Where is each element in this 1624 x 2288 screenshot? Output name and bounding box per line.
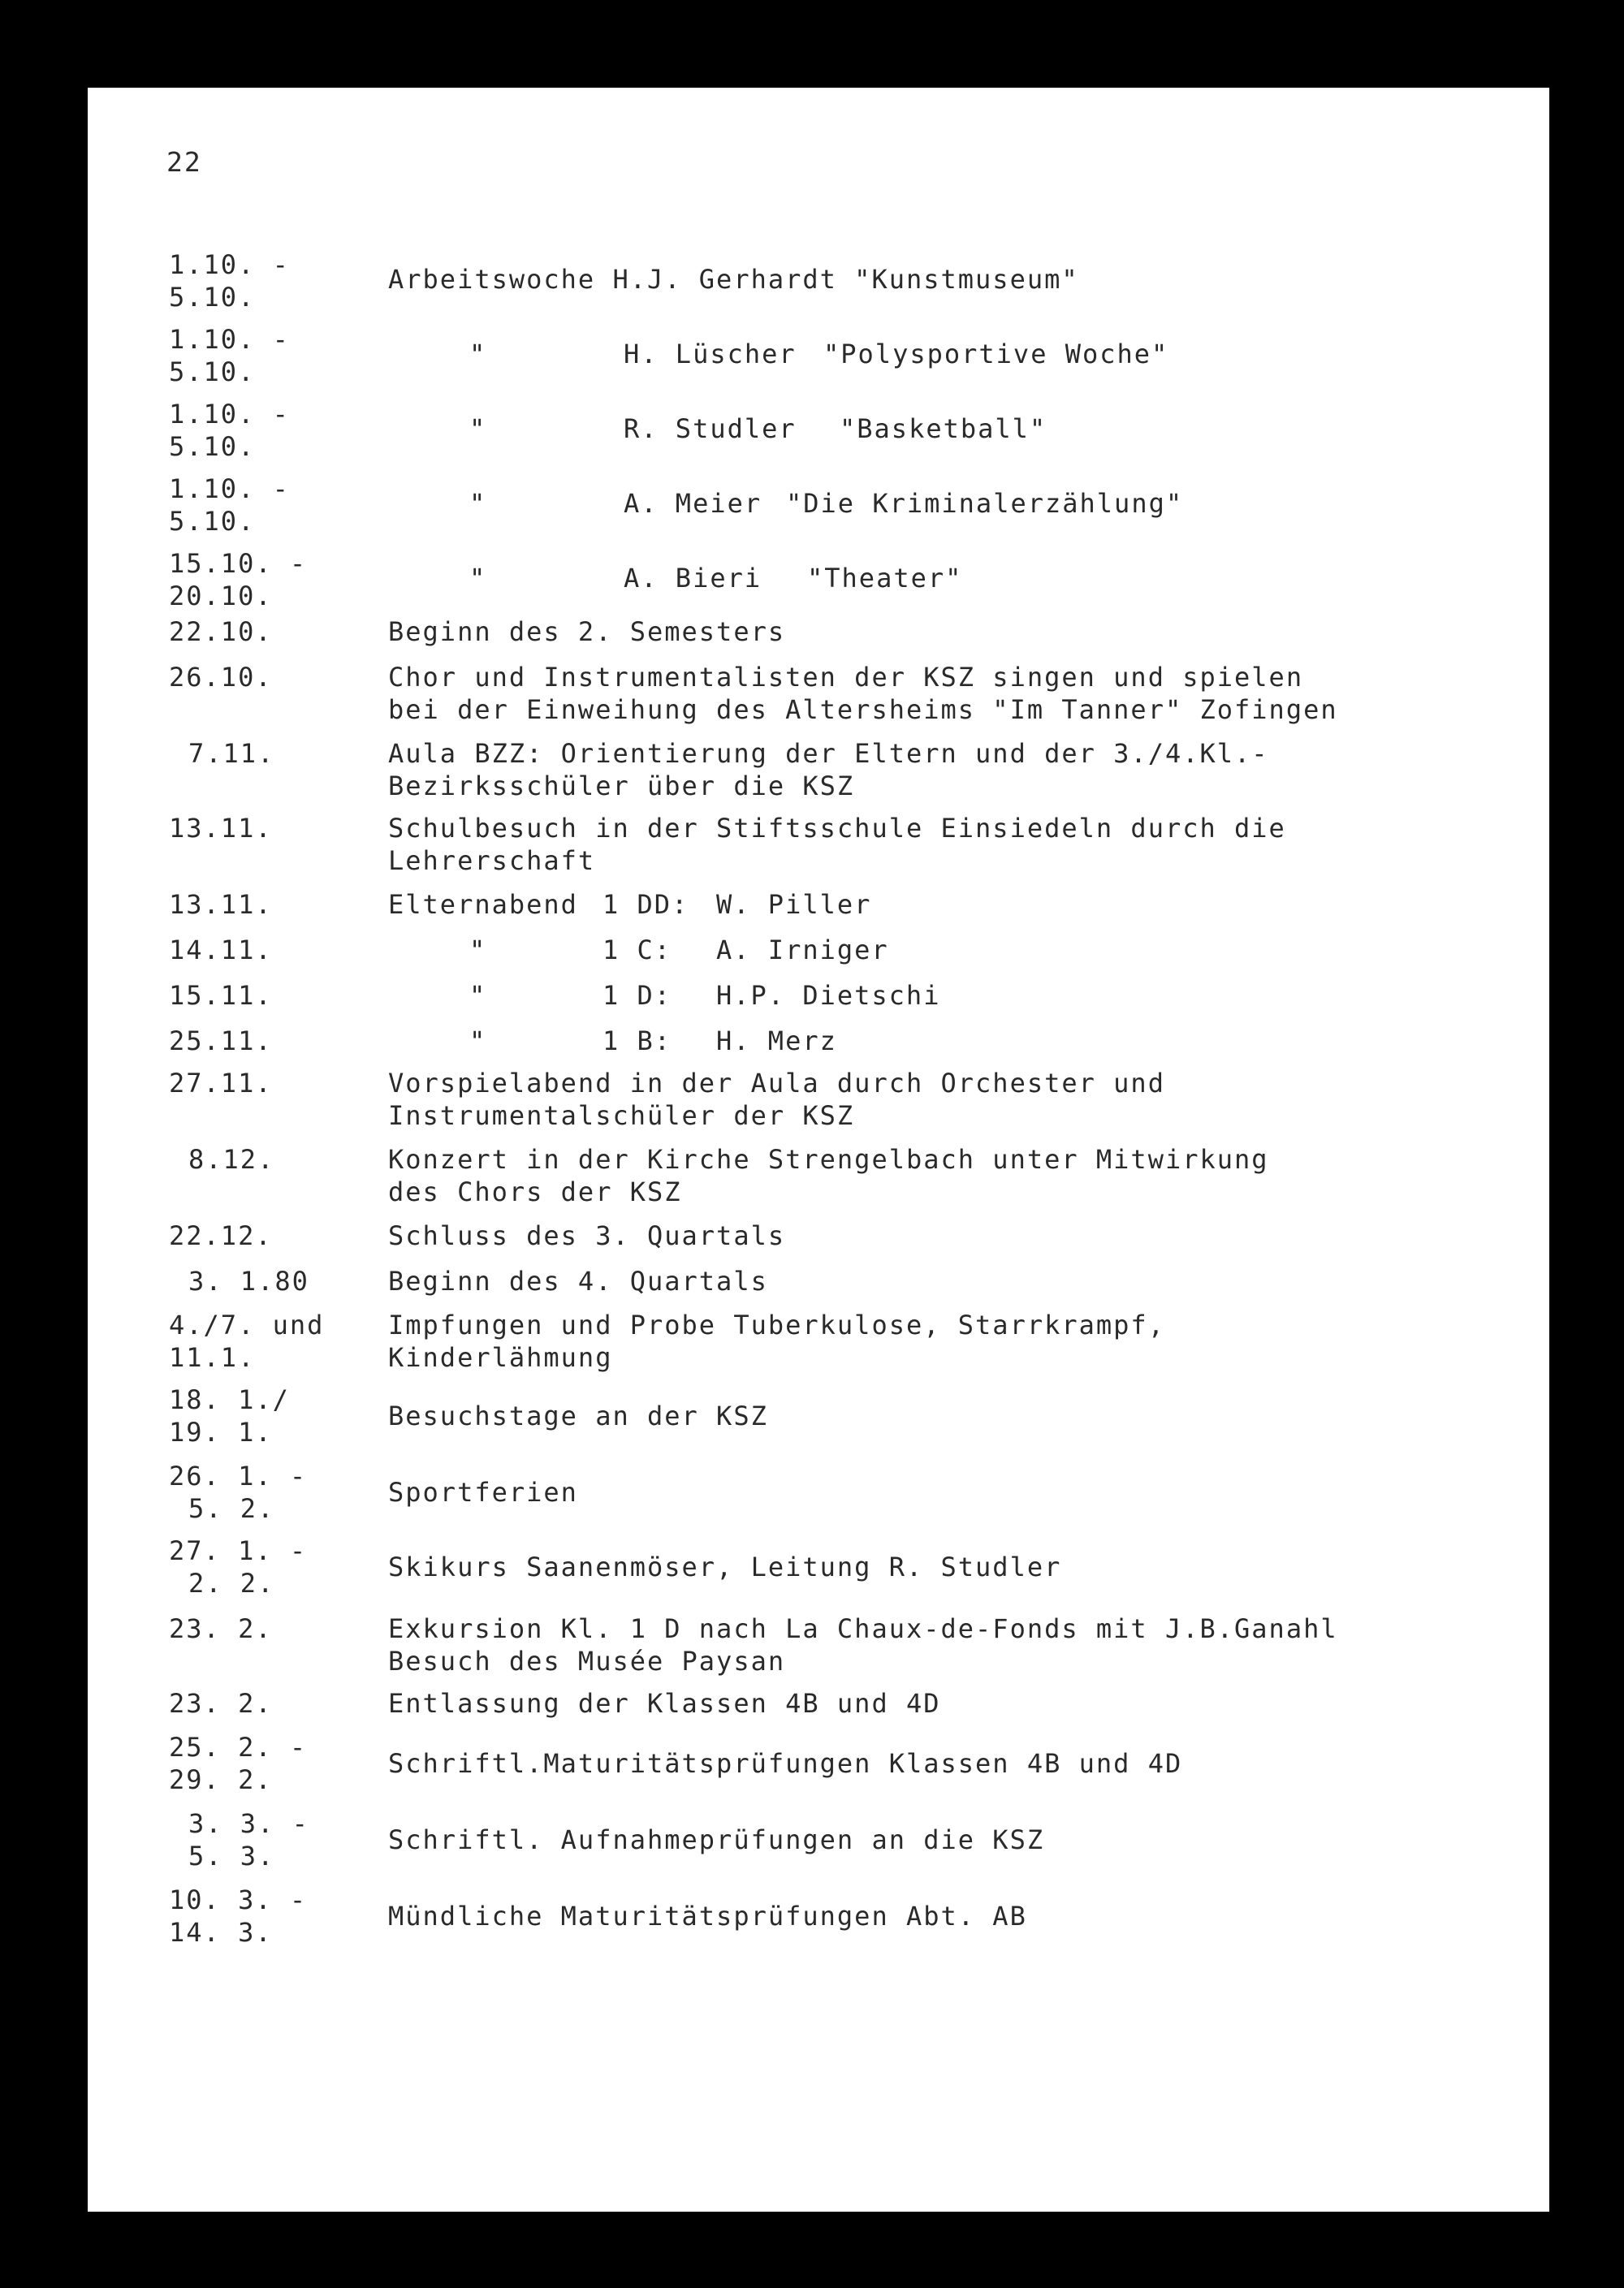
entry-text: Chor und Instrumentalisten der KSZ singen und spielen bei der Einweihung des Altersheims "Im Tanner" Zofingen <box>388 662 1338 725</box>
entry-date: 1.10. - 5.10. <box>169 399 290 462</box>
entry-text: Besuchstage an der KSZ <box>388 1401 768 1431</box>
ditto-mark: " <box>469 935 487 965</box>
entry-class: 1 D: <box>603 980 672 1011</box>
entry-date: 7.11. <box>188 738 275 769</box>
schedule-entry <box>88 615 1549 648</box>
schedule-entry <box>88 661 1549 726</box>
ditto-mark: " <box>469 980 487 1011</box>
entry-date: 14.11. <box>169 935 273 965</box>
schedule-entry <box>88 473 1549 537</box>
schedule-entry <box>88 1612 1549 1677</box>
entry-text: Schriftl.Maturitätsprüfungen Klassen 4B und 4D <box>388 1748 1183 1779</box>
schedule-entry <box>88 1220 1549 1252</box>
entry-date: 10. 3. - 14. 3. <box>169 1884 308 1948</box>
schedule-entry <box>88 547 1549 612</box>
entry-class: 1 B: <box>603 1025 672 1056</box>
schedule-entry <box>88 398 1549 463</box>
entry-date: 13.11. <box>169 889 273 920</box>
ditto-mark: " <box>469 1025 487 1056</box>
entry-text: Mündliche Maturitätsprüfungen Abt. AB <box>388 1901 1027 1932</box>
entry-text: Schriftl. Aufnahmeprüfungen an die KSZ <box>388 1824 1045 1855</box>
ditto-mark: " <box>469 488 487 519</box>
entry-text: Entlassung der Klassen 4B und 4D <box>388 1688 941 1719</box>
entry-teacher: H. Merz <box>716 1025 837 1056</box>
entry-text: Konzert in der Kirche Strengelbach unter Mitwirkung des Chors der KSZ <box>388 1144 1269 1207</box>
schedule-entry <box>88 1067 1549 1132</box>
entry-leader: H. Lüscher <box>624 339 797 369</box>
schedule-entry <box>88 1025 1549 1057</box>
entry-date: 23. 2. <box>169 1688 273 1719</box>
entry-date: 13.11. <box>169 813 273 844</box>
schedule-entry <box>88 323 1549 388</box>
entry-text: Schluss des 3. Quartals <box>388 1220 786 1251</box>
entry-date: 4./7. und 11.1. <box>169 1310 325 1373</box>
entry-text: Vorspielabend in der Aula durch Orchester und Instrumentalschüler der KSZ <box>388 1068 1165 1131</box>
schedule-entry <box>88 1460 1549 1525</box>
entry-class: 1 DD: <box>603 889 689 920</box>
entry-leader: A. Bieri <box>624 563 762 594</box>
entry-leader: A. Meier <box>624 488 762 519</box>
entry-text: Beginn des 4. Quartals <box>388 1266 768 1297</box>
entry-date: 27.11. <box>169 1068 273 1099</box>
schedule-entry <box>88 1265 1549 1297</box>
entry-text: Beginn des 2. Semesters <box>388 616 786 647</box>
document-page <box>88 88 1549 2212</box>
entry-date: 3. 3. - 5. 3. <box>188 1808 309 1871</box>
entry-teacher: H.P. Dietschi <box>716 980 941 1011</box>
schedule-entry <box>88 812 1549 877</box>
entry-date: 15.10. - 20.10. <box>169 548 308 611</box>
entry-text: Arbeitswoche H.J. Gerhardt "Kunstmuseum" <box>388 264 1079 295</box>
entry-date: 8.12. <box>188 1144 275 1175</box>
schedule-entry <box>88 934 1549 966</box>
entry-date: 3. 1.80 <box>188 1266 309 1297</box>
schedule-entry <box>88 1535 1549 1599</box>
entry-text: Schulbesuch in der Stiftsschule Einsiedeln durch die Lehrerschaft <box>388 813 1286 876</box>
entry-date: 15.11. <box>169 980 273 1011</box>
entry-class: 1 C: <box>603 935 672 965</box>
schedule-entry <box>88 1687 1549 1720</box>
entry-leader: R. Studler <box>624 413 797 444</box>
entry-teacher: A. Irniger <box>716 935 889 965</box>
entry-date: 22.12. <box>169 1220 273 1251</box>
page-number: 22 <box>166 146 202 178</box>
entry-date: 25.11. <box>169 1025 273 1056</box>
ditto-mark: " <box>469 563 487 594</box>
entry-date: 22.10. <box>169 616 273 647</box>
entry-date: 23. 2. <box>169 1613 273 1644</box>
schedule-entry <box>88 1807 1549 1872</box>
entry-text: Sportferien <box>388 1477 578 1508</box>
schedule-entry <box>88 888 1549 921</box>
entry-date: 1.10. - 5.10. <box>169 249 290 313</box>
entry-date: 25. 2. - 29. 2. <box>169 1732 308 1795</box>
schedule-entry <box>88 248 1549 313</box>
schedule-entry <box>88 1309 1549 1374</box>
entry-date: 27. 1. - 2. 2. <box>169 1535 308 1599</box>
entry-date: 26. 1. - 5. 2. <box>169 1461 308 1524</box>
entry-title: "Polysportive Woche" <box>823 339 1169 369</box>
ditto-mark: " <box>469 339 487 369</box>
entry-title: "Die Kriminalerzählung" <box>786 488 1184 519</box>
entry-title: "Theater" <box>807 563 963 594</box>
entry-text: Exkursion Kl. 1 D nach La Chaux-de-Fonds mit J.B.Ganahl Besuch des Musée Paysan <box>388 1613 1338 1677</box>
entry-date: 18. 1./ 19. 1. <box>169 1384 290 1448</box>
schedule-entry <box>88 1143 1549 1208</box>
entry-date: 1.10. - 5.10. <box>169 324 290 387</box>
entry-title: "Basketball" <box>840 413 1047 444</box>
entry-date: 26.10. <box>169 662 273 693</box>
ditto-mark: " <box>469 413 487 444</box>
entry-text: Skikurs Saanenmöser, Leitung R. Studler <box>388 1552 1062 1582</box>
schedule-entry <box>88 737 1549 802</box>
schedule-entry <box>88 1384 1549 1448</box>
schedule-entry <box>88 1731 1549 1796</box>
schedule-entry <box>88 979 1549 1012</box>
entry-teacher: W. Piller <box>716 889 872 920</box>
entry-text: Aula BZZ: Orientierung der Eltern und der 3./4.Kl.- Bezirksschüler über die KSZ <box>388 738 1269 801</box>
entry-date: 1.10. - 5.10. <box>169 473 290 537</box>
entry-label: Elternabend <box>388 889 578 920</box>
schedule-entry <box>88 1884 1549 1949</box>
entry-text: Impfungen und Probe Tuberkulose, Starrkrampf, Kinderlähmung <box>388 1310 1165 1373</box>
